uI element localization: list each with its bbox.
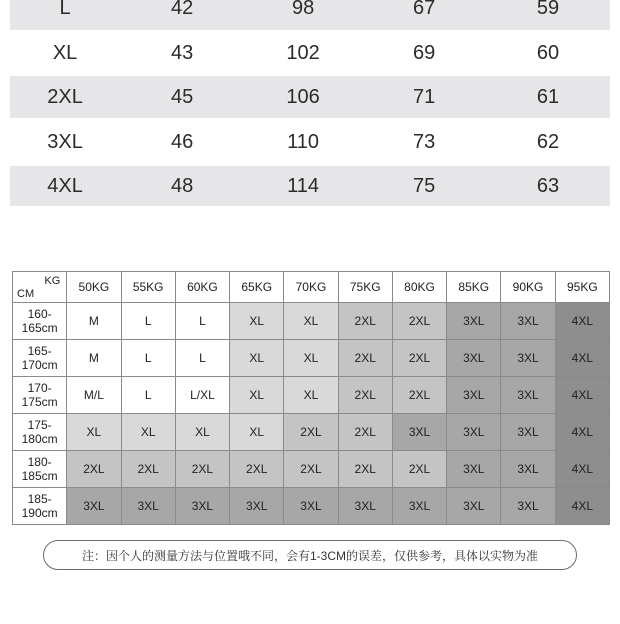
height-rows [13,303,610,525]
size-cell: 2XL [338,377,392,414]
size-cell: 2XL [392,340,446,377]
size-cell: 2XL [67,451,121,488]
measurement-value: 62 [536,130,560,153]
size-cell: M [67,340,121,377]
height-label: 170-175cm [13,377,67,414]
weight-header-cell: 85KG [447,272,501,303]
size-cell: 2XL [338,451,392,488]
size-cell: L/XL [175,377,229,414]
measurement-value: 98 [291,0,315,19]
weight-header-row [13,272,610,303]
size-cell: 2XL [284,451,338,488]
size-cell: 4XL [555,303,609,340]
measurement-value: 67 [412,0,436,19]
measurement-value: 42 [171,0,194,19]
size-label: 3XL [47,130,83,153]
size-cell: 3XL [501,377,555,414]
weight-header-cell: 75KG [338,272,392,303]
size-cell: L [121,340,175,377]
measurement-value: 73 [412,130,436,153]
corner-kg-label: KG [44,275,61,287]
measurement-value: 75 [412,174,436,197]
size-cell: 2XL [338,414,392,451]
size-label: 2XL [47,85,83,108]
size-cell: 3XL [447,451,501,488]
size-cell: 2XL [175,451,229,488]
size-cell: 3XL [230,488,284,525]
height-label: 175-180cm [13,414,67,451]
size-cell: 2XL [230,451,284,488]
size-cell: 4XL [555,414,609,451]
measurement-value: 60 [536,41,560,64]
size-label: 4XL [47,174,83,197]
size-cell: XL [121,414,175,451]
size-cell: 3XL [447,488,501,525]
corner-cm-label: CM [17,288,35,300]
weight-header-cell: 70KG [284,272,338,303]
size-label: L [59,0,71,19]
size-cell: 4XL [555,488,609,525]
size-row [10,166,610,206]
size-cell: 2XL [392,377,446,414]
size-measurement-table [10,0,610,206]
size-cell: L [175,303,229,340]
size-cell: 3XL [392,414,446,451]
size-cell: 2XL [392,451,446,488]
height-label: 160-165cm [13,303,67,340]
size-cell: 3XL [67,488,121,525]
size-cell: 3XL [447,340,501,377]
height-label: 185-190cm [13,488,67,525]
height-label: 180-185cm [13,451,67,488]
size-cell: 3XL [447,303,501,340]
measurement-value: 59 [536,0,560,19]
size-cell: 3XL [284,488,338,525]
size-cell: XL [67,414,121,451]
weight-height-size-table [12,271,610,525]
size-cell: 3XL [338,488,392,525]
measurement-value: 71 [412,85,436,108]
height-label: 165-170cm [13,340,67,377]
weight-header-cell: 90KG [501,272,555,303]
size-cell: 2XL [338,340,392,377]
size-cell: 2XL [284,414,338,451]
measurement-value: 69 [412,41,436,64]
weight-header-cell: 50KG [67,272,121,303]
size-cell: 3XL [501,451,555,488]
size-cell: XL [230,414,284,451]
size-cell: 2XL [121,451,175,488]
measurement-value: 46 [171,130,194,153]
size-cell: XL [284,377,338,414]
size-cell: 3XL [501,340,555,377]
size-row [10,118,610,166]
size-cell: 2XL [338,303,392,340]
measurement-value: 45 [171,85,194,108]
measurement-value: 61 [536,85,560,108]
measurement-value: 63 [536,174,560,197]
corner-cell [13,272,67,303]
size-cell: 4XL [555,340,609,377]
size-cell: XL [230,340,284,377]
size-row [10,0,610,30]
size-cell: 3XL [392,488,446,525]
size-cell: XL [284,340,338,377]
size-cell: M/L [67,377,121,414]
weight-header-cell: 95KG [555,272,609,303]
table-row [13,340,610,377]
size-cell: L [175,340,229,377]
size-cell: XL [284,303,338,340]
measurement-note: 注：因个人的测量方法与位置哦不同，会有1-3CM的误差，仅供参考，具体以实物为准 [43,540,577,570]
size-label: XL [52,41,78,64]
size-cell: XL [175,414,229,451]
weight-header-cell: 60KG [175,272,229,303]
size-cell: M [67,303,121,340]
measurement-value: 114 [287,174,320,197]
size-cell: XL [230,303,284,340]
size-row [10,76,610,118]
table-row [13,377,610,414]
weight-header-cell: 55KG [121,272,175,303]
size-cell: 2XL [392,303,446,340]
measurement-value: 106 [286,85,320,108]
size-cell: L [121,377,175,414]
size-cell: 3XL [501,488,555,525]
size-cell: 3XL [447,377,501,414]
size-cell: XL [230,377,284,414]
measurement-value: 43 [171,41,194,64]
table-row [13,488,610,525]
table-row [13,451,610,488]
size-cell: 3XL [121,488,175,525]
size-cell: 3XL [175,488,229,525]
size-cell: L [121,303,175,340]
measurement-value: 102 [286,41,320,64]
table-row [13,303,610,340]
size-cell: 3XL [501,414,555,451]
size-cell: 4XL [555,377,609,414]
measurement-value: 110 [287,130,320,153]
weight-header-cell: 80KG [392,272,446,303]
measurement-value: 48 [171,174,194,197]
size-cell: 3XL [501,303,555,340]
size-row [10,30,610,76]
size-cell: 4XL [555,451,609,488]
weight-header-cell: 65KG [230,272,284,303]
size-cell: 3XL [447,414,501,451]
table-row [13,414,610,451]
